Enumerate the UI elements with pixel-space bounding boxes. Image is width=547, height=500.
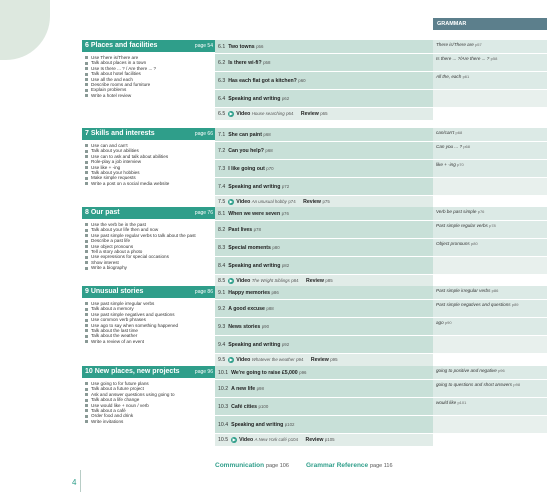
unit-objectives: [85, 381, 213, 424]
grammar-list: [433, 40, 547, 121]
lesson-title: Special moments: [228, 245, 271, 251]
review-label: Review: [305, 437, 324, 443]
grammar-cell: [433, 207, 547, 221]
lesson-row[interactable]: [215, 257, 433, 275]
play-icon: ▶: [229, 356, 233, 362]
lesson-row[interactable]: [215, 221, 433, 239]
lesson-page: p90: [261, 324, 270, 329]
lesson-page: p82: [281, 263, 290, 268]
lesson-number: 8.1: [218, 211, 226, 217]
grammar-reference-label: Grammar Reference: [306, 462, 369, 469]
grammar-cell: [433, 72, 547, 90]
grammar-page: p101: [457, 400, 467, 405]
lesson-row[interactable]: [215, 160, 433, 178]
lesson-row[interactable]: [215, 286, 433, 300]
lesson-title: Has each flat got a kitchen?: [228, 78, 297, 84]
grammar-cell: [433, 318, 547, 336]
grammar-point: Can you ... ?: [436, 144, 463, 149]
lesson-row[interactable]: [215, 142, 433, 160]
objective-item: Talk about hotel facilities: [85, 71, 213, 76]
objective-item: Use ago to say when something happened: [85, 323, 213, 328]
lesson-number: 9.3: [218, 324, 226, 330]
objective-item: Role-play a job interview: [85, 159, 213, 164]
lesson-page: p76: [281, 211, 289, 216]
lesson-title: Can you help?: [228, 148, 264, 154]
grammar-cell: [433, 40, 547, 54]
lesson-title: Video: [236, 111, 251, 117]
grammar-page: p89: [511, 302, 519, 307]
unit-title: 7 Skills and interests: [85, 130, 155, 137]
review-page: p75: [322, 199, 330, 204]
grammar-column-header: GRAMMAR: [433, 18, 547, 30]
grammar-cell: [433, 398, 547, 416]
review-page: p85: [325, 278, 333, 283]
lesson-row[interactable]: [215, 178, 433, 196]
lesson-row[interactable]: [215, 366, 433, 380]
objective-item: Use past simple irregular verbs: [85, 301, 213, 306]
lesson-title: We're going to raise £5,000: [231, 370, 298, 376]
unit-title-bar[interactable]: [82, 366, 215, 378]
lesson-list: [215, 128, 433, 209]
grammar-page: p86: [491, 288, 499, 293]
grammar-cell: [433, 108, 547, 121]
objective-item: Talk about a life change: [85, 397, 213, 402]
objective-item: Use all the and each: [85, 77, 213, 82]
grammar-point: can/can't: [436, 130, 455, 135]
objective-item: Talk about the last time: [85, 328, 213, 333]
lesson-title: Video: [236, 278, 251, 284]
lesson-row[interactable]: [215, 54, 433, 72]
objective-item: Talk about a memory: [85, 306, 213, 311]
grammar-page: p57: [475, 42, 482, 47]
review-label: Review: [300, 111, 319, 117]
objective-item: Talk about a future project: [85, 386, 213, 391]
objective-item: Use object pronouns: [85, 244, 213, 249]
play-icon: ▶: [229, 198, 233, 204]
objective-item: Use past simple negatives and questions: [85, 312, 213, 317]
video-subtitle: House searching: [251, 111, 285, 116]
objective-item: Talk about a café: [85, 408, 213, 413]
lesson-row[interactable]: [215, 72, 433, 90]
objective-item: Write a biography: [85, 265, 213, 270]
lesson-title: Video: [236, 357, 251, 363]
lesson-number: 6.4: [218, 96, 226, 102]
unit-objectives: [85, 222, 213, 271]
grammar-page: p96: [498, 368, 505, 373]
grammar-point: Verb be past simple: [436, 209, 477, 214]
grammar-page: p78: [489, 223, 496, 228]
lesson-number: 10.2: [218, 386, 229, 392]
lesson-row[interactable]: [215, 380, 433, 398]
grammar-cell: [433, 178, 547, 196]
lesson-page: p104: [288, 437, 299, 442]
grammar-cell: [433, 434, 547, 447]
lesson-number: 7.1: [218, 132, 226, 138]
objective-item: Write a hotel review: [85, 93, 213, 98]
lesson-number: 8.2: [218, 227, 226, 233]
lesson-number: 6.1: [218, 44, 226, 50]
lesson-title: News stories: [228, 324, 261, 330]
grammar-point: would like: [436, 400, 457, 405]
grammar-point: going to questions and short answers: [436, 382, 513, 387]
objective-item: Use expressions for special occasions: [85, 254, 213, 259]
lesson-row[interactable]: [215, 434, 433, 447]
lesson-list: [215, 40, 433, 121]
grammar-cell: [433, 286, 547, 300]
grammar-point: Past simple irregular verbs: [436, 288, 491, 293]
grammar-page: p68: [463, 144, 471, 149]
lesson-title: Past lives: [228, 227, 253, 233]
page-number: 4: [72, 478, 77, 487]
lesson-page: p94: [296, 357, 304, 362]
lesson-title: Happy memories: [228, 290, 271, 296]
objective-item: Make simple requests: [85, 175, 213, 180]
objective-item: Order food and drink: [85, 413, 213, 418]
lesson-title: Speaking and writing: [228, 96, 281, 102]
lesson-page: p98: [256, 386, 264, 391]
objective-item: Talk about your life then and now: [85, 227, 213, 232]
objective-item: Use common verb phrases: [85, 317, 213, 322]
unit-title: 10 New places, new projects: [85, 368, 180, 375]
grammar-cell: [433, 160, 547, 178]
lesson-page: p72: [281, 184, 290, 189]
grammar-point: All the, each: [436, 74, 462, 79]
lesson-row[interactable]: [215, 40, 433, 54]
review-label: Review: [303, 199, 321, 205]
communication-label: Communication: [215, 462, 265, 469]
objective-item: Write a review of an event: [85, 339, 213, 344]
grammar-page: p61: [462, 74, 470, 79]
unit-objectives: [85, 55, 213, 98]
lesson-row[interactable]: [215, 108, 433, 121]
grammar-cell: [433, 90, 547, 108]
video-subtitle: The Wright Siblings: [251, 278, 290, 283]
objective-item: Use past simple regular verbs to talk about the past: [85, 233, 213, 238]
lesson-number: 9.5: [218, 357, 226, 363]
lesson-title: Two towns: [228, 44, 255, 50]
lesson-number: 9.2: [218, 306, 226, 312]
unit-title: 8 Our past: [85, 209, 120, 216]
review-label: Review: [306, 278, 324, 284]
lesson-page: p100: [258, 404, 269, 409]
objective-item: Use the verb be in the past: [85, 222, 213, 227]
unit-objectives: [85, 143, 213, 186]
unit-page: page 54: [194, 43, 213, 49]
grammar-page: p70: [457, 162, 464, 167]
unit-page: page 66: [194, 131, 213, 137]
grammar-point: ago: [436, 320, 444, 325]
objective-item: Show interest: [85, 260, 213, 265]
lesson-page: p102: [284, 422, 295, 427]
review-label: Review: [310, 357, 329, 363]
objective-item: Use There is/There are: [85, 55, 213, 60]
lesson-row[interactable]: [215, 128, 433, 142]
lesson-row[interactable]: [215, 398, 433, 416]
objective-item: Write invitations: [85, 419, 213, 424]
lesson-page: p80: [272, 245, 280, 250]
review-page: p65: [320, 111, 328, 116]
grammar-cell: [433, 416, 547, 434]
lesson-row[interactable]: [215, 318, 433, 336]
page-divider: [80, 470, 81, 492]
lesson-page: p64: [286, 111, 294, 116]
lesson-number: 8.5: [218, 278, 226, 284]
unit-title-bar[interactable]: [82, 207, 215, 219]
lesson-number: 9.1: [218, 290, 226, 296]
lesson-title: Café cities: [231, 404, 258, 410]
grammar-page: p80: [471, 241, 478, 246]
play-icon: ▶: [229, 277, 233, 283]
lesson-page: p56: [256, 44, 264, 49]
grammar-cell: [433, 54, 547, 72]
lesson-number: 7.5: [218, 199, 226, 205]
lesson-page: p86: [271, 290, 279, 295]
grammar-reference-page: page 116: [369, 463, 393, 469]
video-subtitle: Whatever the weather: [251, 357, 295, 362]
unit-title: 6 Places and facilities: [85, 42, 158, 49]
grammar-cell: [433, 366, 547, 380]
lesson-page: p58: [263, 60, 271, 65]
objective-item: Use would like + noun / verb: [85, 403, 213, 408]
grammar-page: p98: [513, 382, 521, 387]
lesson-row[interactable]: [215, 239, 433, 257]
unit-page: page 76: [194, 210, 213, 216]
grammar-point: There is/There are: [436, 42, 474, 47]
unit-page: page 86: [194, 289, 213, 295]
grammar-page: p68: [455, 130, 463, 135]
lesson-title: A good excuse: [228, 306, 265, 312]
grammar-page: p76: [477, 209, 485, 214]
objective-item: Talk about your abilities: [85, 148, 213, 153]
communication-link[interactable]: [215, 462, 289, 469]
objective-item: Describe a past life: [85, 238, 213, 243]
lesson-title: A new life: [231, 386, 256, 392]
lesson-number: 7.3: [218, 166, 226, 172]
objective-item: Talk about the weather: [85, 333, 213, 338]
play-icon: ▶: [229, 110, 233, 116]
lesson-page: p78: [253, 227, 261, 232]
lesson-page: p74: [288, 199, 296, 204]
corner-decoration: [0, 0, 50, 60]
lesson-title: Speaking and writing: [228, 342, 281, 348]
unit-objectives: [85, 301, 213, 344]
grammar-page: p58: [490, 56, 498, 61]
lesson-row[interactable]: [215, 90, 433, 108]
lesson-number: 8.3: [218, 245, 226, 251]
objective-item: Talk about your hobbies: [85, 170, 213, 175]
lesson-page: p88: [266, 306, 274, 311]
lesson-number: 9.4: [218, 342, 226, 348]
lesson-page: p70: [266, 166, 274, 171]
grammar-list: [433, 366, 547, 447]
objective-item: Explain problems: [85, 87, 213, 92]
lesson-number: 10.1: [218, 370, 229, 376]
lesson-title: Speaking and writing: [228, 263, 281, 269]
video-subtitle: A New York café: [254, 437, 287, 442]
grammar-point: Past simple regular verbs: [436, 223, 488, 228]
objective-item: Describe rooms and furniture: [85, 82, 213, 87]
grammar-list: [433, 207, 547, 288]
objective-item: Write a post on a social media website: [85, 181, 213, 186]
grammar-point: Past simple negatives and questions: [436, 302, 511, 307]
grammar-point: Object pronouns: [436, 241, 470, 246]
lesson-row[interactable]: [215, 416, 433, 434]
grammar-point: going to positive and negative: [436, 368, 497, 373]
unit-title-bar[interactable]: [82, 286, 215, 298]
grammar-cell: [433, 380, 547, 398]
grammar-cell: [433, 257, 547, 275]
video-subtitle: An unusual hobby: [251, 199, 287, 204]
lesson-title: I like going out: [228, 166, 265, 172]
play-icon: ▶: [232, 436, 236, 442]
grammar-cell: [433, 300, 547, 318]
review-page: p95: [330, 357, 338, 362]
grammar-cell: [433, 239, 547, 257]
grammar-list: [433, 286, 547, 367]
lesson-title: Video: [239, 437, 254, 443]
lesson-number: 10.5: [218, 437, 229, 443]
grammar-point: Is there ... ?/Are there ... ?: [436, 56, 490, 61]
objective-item: Ask and answer questions using going to: [85, 392, 213, 397]
lesson-row[interactable]: [215, 207, 433, 221]
lesson-title: When we were seven: [228, 211, 281, 217]
lesson-number: 7.4: [218, 184, 226, 190]
lesson-row[interactable]: [215, 336, 433, 354]
objective-item: Talk about places in a town: [85, 60, 213, 65]
lesson-title: Speaking and writing: [228, 184, 281, 190]
lesson-page: p92: [281, 342, 290, 347]
objective-item: Use going to for future plans: [85, 381, 213, 386]
lesson-number: 6.5: [218, 111, 226, 117]
objective-item: Tell a story about a photo: [85, 249, 213, 254]
unit-title: 9 Unusual stories: [85, 288, 144, 295]
grammar-cell: [433, 336, 547, 354]
lesson-title: Is there wi-fi?: [228, 60, 262, 66]
objective-item: Use can and can't: [85, 143, 213, 148]
lesson-page: p68: [263, 132, 271, 137]
lesson-title: Video: [236, 199, 251, 205]
lesson-page: p96: [299, 370, 307, 375]
grammar-cell: [433, 142, 547, 160]
grammar-cell: [433, 221, 547, 239]
grammar-page: p90: [444, 320, 452, 325]
unit-title-bar[interactable]: [82, 128, 215, 140]
objective-item: Use like + -ing: [85, 165, 213, 170]
lesson-number: 10.3: [218, 404, 229, 410]
review-page: p105: [324, 437, 335, 442]
lesson-number: 6.3: [218, 78, 226, 84]
lesson-list: [215, 207, 433, 288]
lesson-page: p62: [281, 96, 290, 101]
lesson-page: p84: [291, 278, 299, 283]
unit-page: page 96: [194, 369, 213, 375]
objective-item: Use Is there ... ? / Are there ... ?: [85, 66, 213, 71]
grammar-point: like + -ing: [436, 162, 456, 167]
unit-title-bar[interactable]: [82, 40, 215, 52]
lesson-list: [215, 366, 433, 447]
lesson-number: 6.2: [218, 60, 226, 66]
lesson-number: 8.4: [218, 263, 226, 269]
lesson-page: p68: [265, 148, 273, 153]
communication-page: page 106: [265, 463, 289, 469]
grammar-reference-link[interactable]: [306, 462, 393, 469]
grammar-cell: [433, 128, 547, 142]
lesson-number: 7.2: [218, 148, 226, 154]
lesson-number: 10.4: [218, 422, 229, 428]
objective-item: Use can to ask and talk about abilities: [85, 154, 213, 159]
lesson-title: Speaking and writing: [231, 422, 284, 428]
lesson-page: p60: [298, 78, 306, 83]
lesson-row[interactable]: [215, 300, 433, 318]
lesson-title: She can paint: [228, 132, 262, 138]
grammar-list: [433, 128, 547, 209]
lesson-list: [215, 286, 433, 367]
